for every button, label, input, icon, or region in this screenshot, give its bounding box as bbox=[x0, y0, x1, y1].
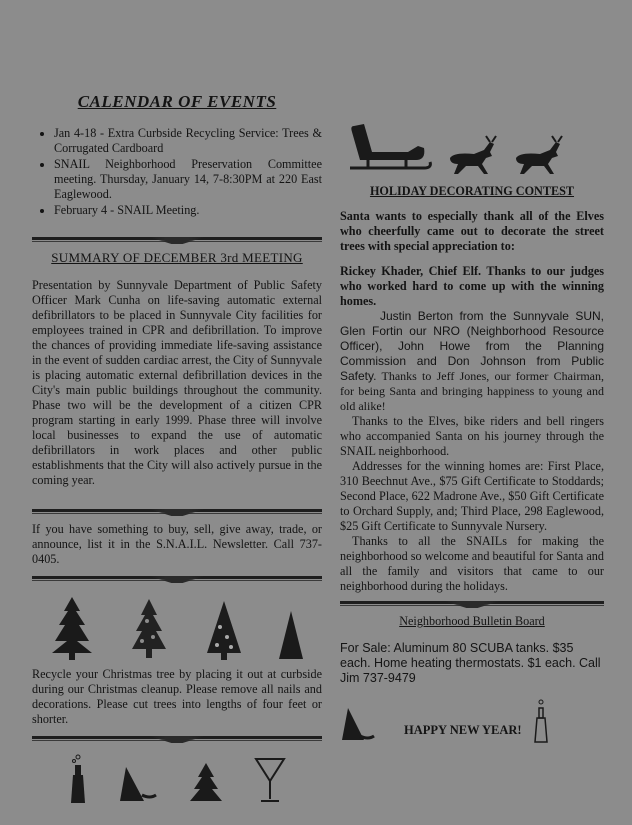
holiday-judges bbox=[340, 309, 604, 414]
holiday-chief-elf: Rickey Khader, Chief Elf. Thanks to our judges who worked hard to come up with the winning homes. bbox=[340, 264, 604, 308]
reindeer-icon bbox=[444, 134, 500, 178]
holiday-winners: Addresses for the winning homes are: First Place, 310 Beechnut Ave., $75 Gift Certificate to Stoddards; Second Place, 622 Madrone Ave., $50 Gift Certificate to Orchard Supply, and; Third Place, 298 Eaglewood, $25 Gift Certificate to Sunnyvale Nursery. bbox=[340, 459, 604, 533]
party-hat-icon bbox=[118, 765, 158, 805]
holiday-judges-names: Justin Berton from the Sunnyvale SUN, Glen Fortin our NRO (Neighborhood Resource Officer), John Howe from the Planning Commission and Don Johnson from Public Safety. bbox=[340, 309, 604, 383]
holiday-thanks: Thanks to all the SNAILs for making the neighborhood so welcome and beautiful for Santa and all the family and visitors that came to our neighborhood during the holidays. bbox=[340, 534, 604, 593]
divider bbox=[32, 506, 322, 516]
new-year-row bbox=[340, 694, 604, 744]
divider bbox=[32, 234, 322, 244]
holiday-intro: Santa wants to especially thank all of the Elves who cheerfully came out to decorate the street trees with special appreciation to: bbox=[340, 209, 604, 253]
bulletin-for-sale: For Sale: Aluminum 80 SCUBA tanks. $35 each. Home heating thermostats. $1 each. Call Jim 737-9479 bbox=[340, 641, 601, 685]
bulletin-heading: Neighborhood Bulletin Board bbox=[399, 614, 545, 628]
summary-heading: SUMMARY OF DECEMBER 3rd MEETING bbox=[51, 250, 303, 265]
trees-illustration bbox=[32, 591, 322, 661]
christmas-tree-icon bbox=[205, 599, 243, 661]
christmas-tree-icon bbox=[50, 595, 94, 661]
sleigh-icon bbox=[344, 118, 434, 178]
left-column bbox=[32, 92, 322, 805]
newsletter-ad: If you have something to buy, sell, give away, trade, or announce, list it in the S.N.A.I.L. Newsletter. Call 737-0405. bbox=[32, 522, 322, 566]
champagne-bottle-icon bbox=[532, 698, 550, 744]
party-illustration bbox=[52, 749, 302, 805]
sleigh-illustration bbox=[344, 108, 604, 178]
happy-new-year: HAPPY NEW YEAR! bbox=[404, 723, 522, 737]
recycle-text: Recycle your Christmas tree by placing it out at curbside during our Christmas cleanup. Please remove all nails and decorations. Please cut trees into lengths of four feet or shorter. bbox=[32, 667, 322, 726]
right-column bbox=[340, 108, 604, 744]
martini-glass-icon bbox=[253, 755, 287, 805]
reindeer-icon bbox=[510, 134, 566, 178]
summary-body: Presentation by Sunnyvale Department of Public Safety Officer Mark Cunha on life-saving automatic external defibrillators to be placed in Sunnyvale City facilities for employees trained in CPR and defibrillation. To improve the chances of providing immediate life-saving assistance in the event of sudden cardiac arrest, the City of Sunnyvale is placing automatic external defibrillation devices in the City's main public buildings throughout the community. Phase two will be the development of a citizen CPR program starting in early 1999. Phase three will involve local businesses to expand the use of automatic defibrillators in work places and other public establishments that the City will also actively pursue in the coming year. bbox=[32, 278, 322, 487]
holiday-judges-thanks: Thanks to Jeff Jones, our former Chairman, for being Santa and bringing happiness to young and old alike! bbox=[340, 369, 604, 413]
christmas-tree-icon bbox=[129, 597, 169, 661]
calendar-item: • February 4 - SNAIL Meeting. bbox=[54, 203, 322, 218]
holiday-elves: Thanks to the Elves, bike riders and bell ringers who accompanied Santa on his journey through the SNAIL neighborhood. bbox=[340, 414, 604, 458]
calendar-item: • SNAIL Neighborhood Preservation Committee meeting. Thursday, January 14, 7-8:30PM at 220 East Eaglewood. bbox=[54, 157, 322, 202]
christmas-tree-icon bbox=[278, 609, 304, 661]
divider bbox=[340, 598, 604, 608]
calendar-item: • Jan 4-18 - Extra Curbside Recycling Service: Trees & Corrugated Cardboard bbox=[54, 126, 322, 156]
christmas-tree-icon bbox=[188, 761, 224, 805]
calendar-title: CALENDAR OF EVENTS bbox=[77, 92, 277, 111]
divider bbox=[32, 573, 322, 583]
holiday-heading: HOLIDAY DECORATING CONTEST bbox=[369, 184, 575, 198]
divider bbox=[32, 733, 322, 743]
calendar-list bbox=[32, 126, 322, 218]
party-hat-icon bbox=[340, 706, 376, 744]
champagne-bottle-icon bbox=[67, 751, 89, 805]
